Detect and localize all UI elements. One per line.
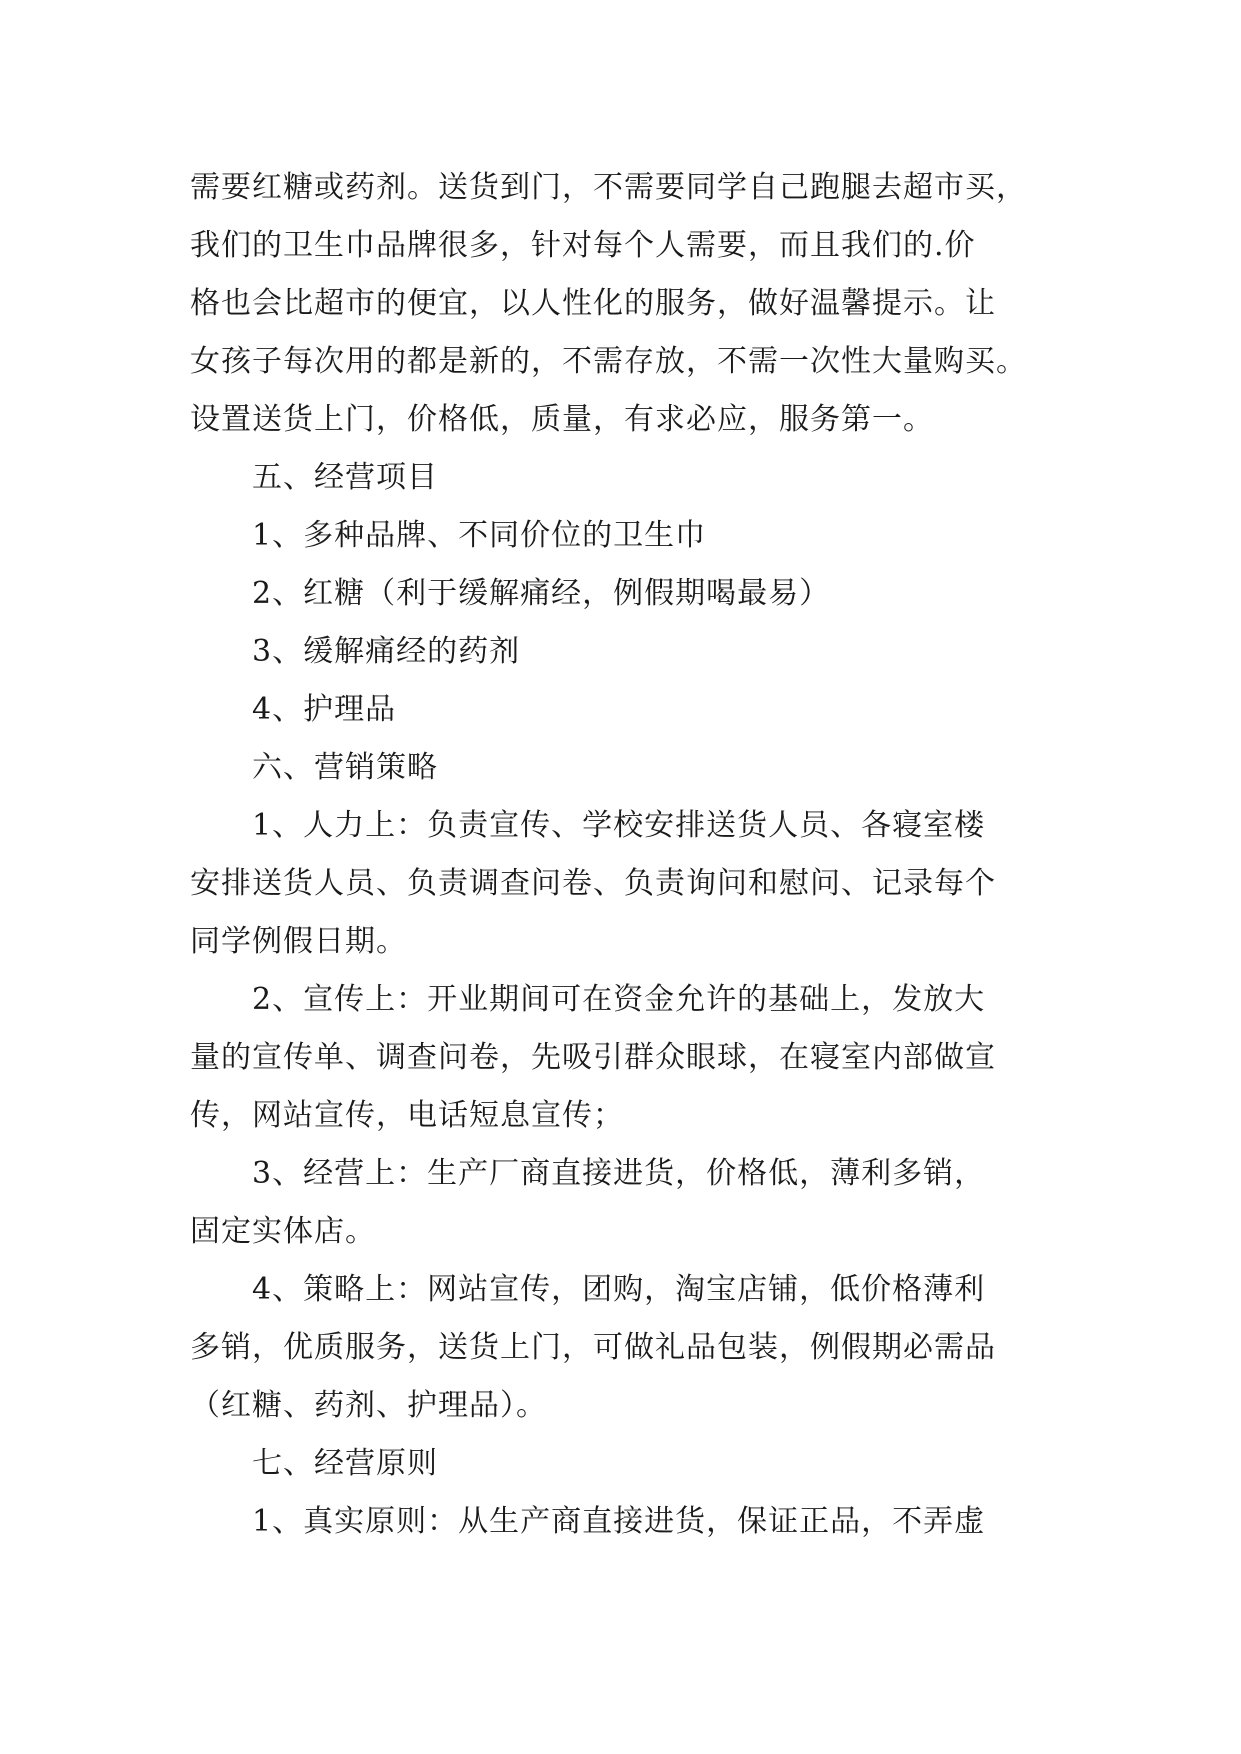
paragraph-line: 安排送货人员、负责调查问卷、负责询问和慰问、记录每个 [190,866,996,901]
paragraph-line: 量的宣传单、调查问卷，先吸引群众眼球，在寝室内部做宣 [190,1040,996,1075]
paragraph-line: 4、策略上：网站宣传，团购，淘宝店铺，低价格薄利 [252,1272,986,1307]
section-heading: 七、经营原则 [252,1446,438,1481]
list-item: 3、缓解痛经的药剂 [252,634,521,669]
paragraph-line: （红糖、药剂、护理品）。 [190,1388,547,1423]
paragraph-line: 1、人力上：负责宣传、学校安排送货人员、各寝室楼 [252,808,986,843]
paragraph-line: 女孩子每次用的都是新的，不需存放，不需一次性大量购买。 [190,344,1027,379]
list-item: 1、多种品牌、不同价位的卫生巾 [252,518,707,553]
paragraph-line: 设置送货上门，价格低，质量，有求必应，服务第一。 [190,402,934,437]
paragraph-line: 同学例假日期。 [190,924,407,959]
paragraph-line: 2、宣传上：开业期间可在资金允许的基础上，发放大 [252,982,986,1017]
section-heading: 五、经营项目 [252,460,438,495]
paragraph-line: 我们的卫生巾品牌很多，针对每个人需要，而且我们的.价 [190,228,976,263]
list-item: 2、红糖（利于缓解痛经，例假期喝最易） [252,576,831,611]
section-heading: 六、营销策略 [252,750,438,785]
paragraph-line: 多销，优质服务，送货上门，可做礼品包装，例假期必需品 [190,1330,996,1365]
paragraph-line: 格也会比超市的便宜，以人性化的服务，做好温馨提示。让 [190,286,996,321]
paragraph-line: 传，网站宣传，电话短息宣传； [190,1098,624,1133]
paragraph-line: 3、经营上：生产厂商直接进货，价格低，薄利多销， [252,1156,986,1191]
paragraph-line: 1、真实原则：从生产商直接进货，保证正品，不弄虚 [252,1504,986,1539]
paragraph-line: 固定实体店。 [190,1214,376,1249]
list-item: 4、护理品 [252,692,397,727]
paragraph-line: 需要红糖或药剂。送货到门，不需要同学自己跑腿去超市买， [190,170,1027,205]
